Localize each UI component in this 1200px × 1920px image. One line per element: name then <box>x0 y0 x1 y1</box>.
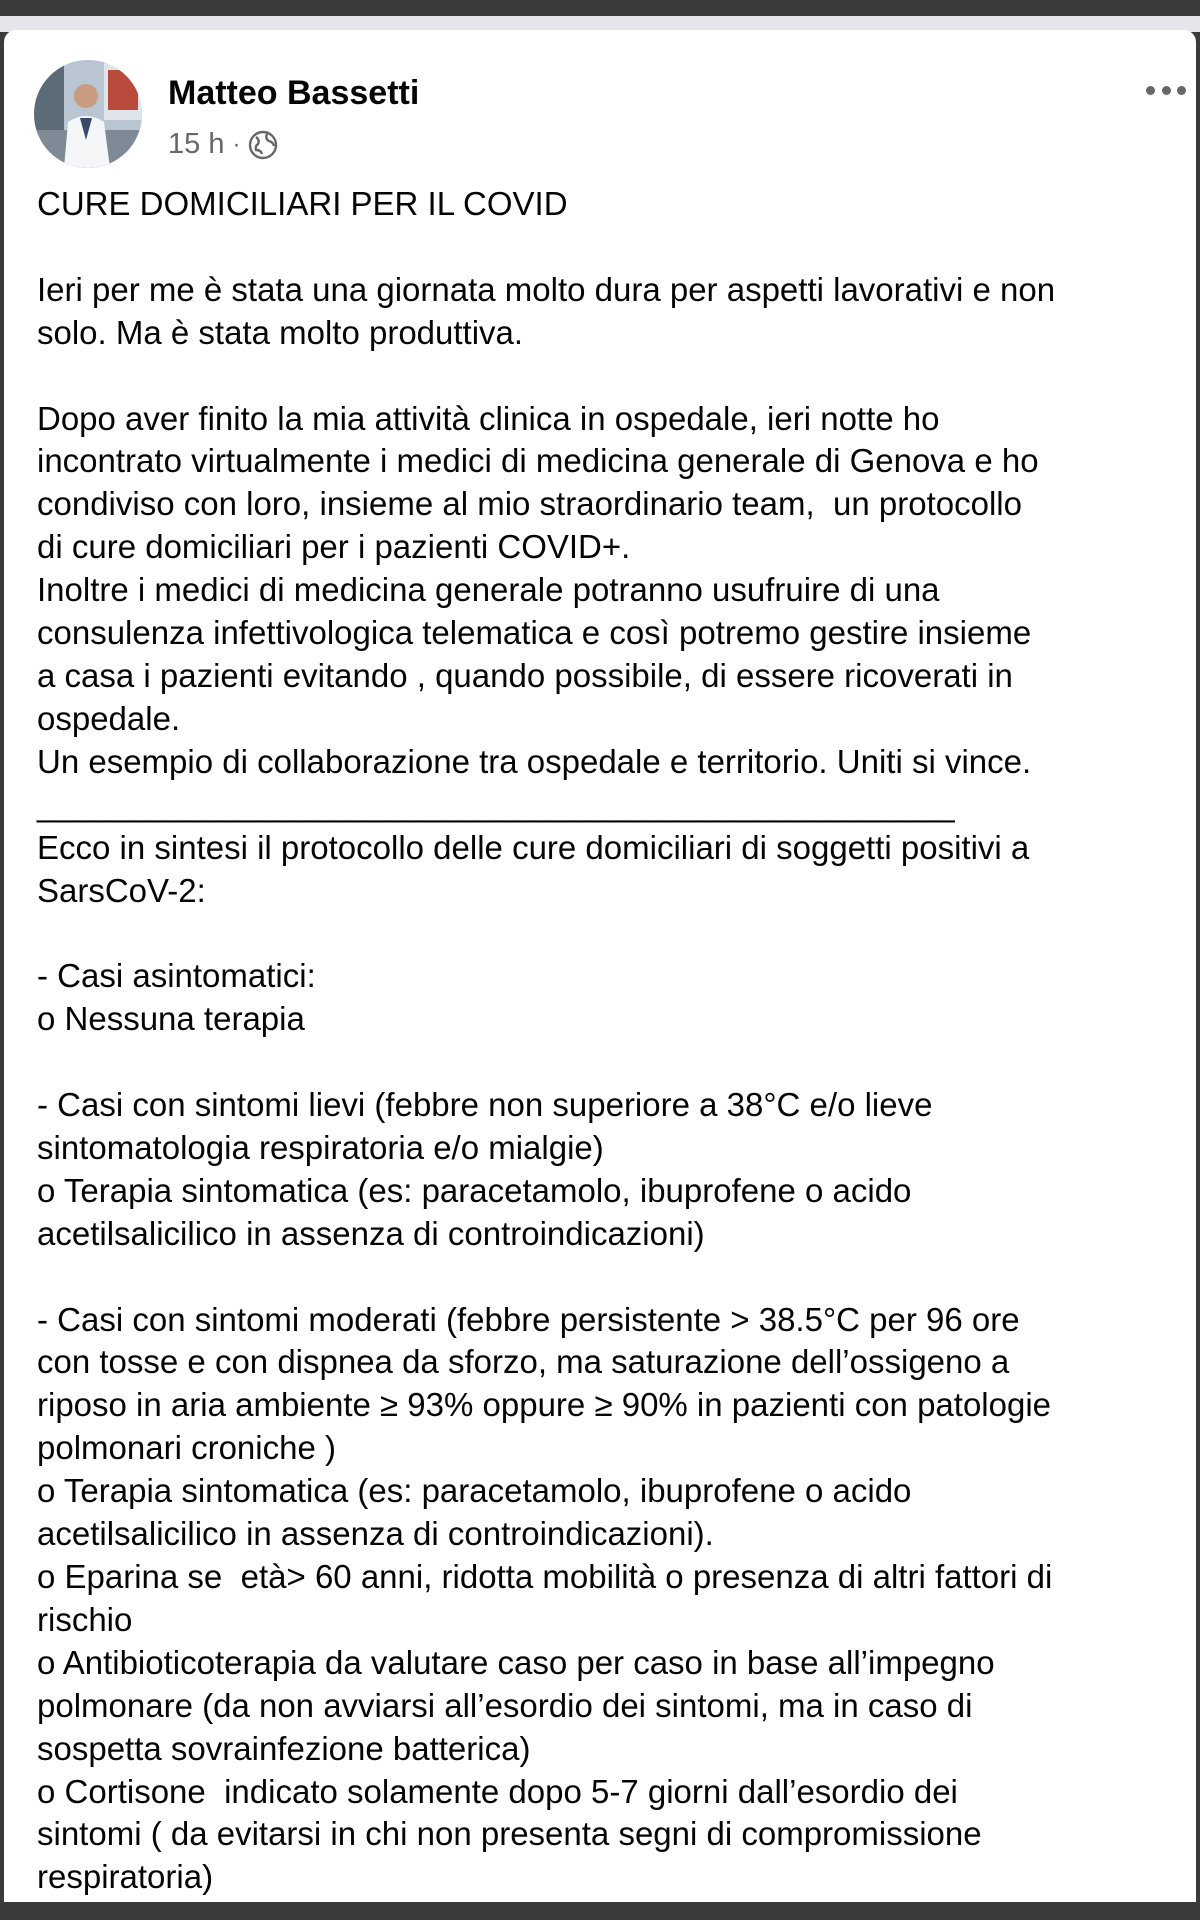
post-text-line: - Casi con sintomi moderati (febbre persistente > 38.5°C per 96 ore <box>37 1300 1020 1338</box>
post-text-line: CURE DOMICILIARI PER IL COVID <box>37 185 568 222</box>
status-bar <box>0 0 1200 16</box>
post-text-line: con tosse e con dispnea da sforzo, ma saturazione dell’ossigeno a <box>37 1343 1010 1381</box>
post-text-line: sintomatologia respiratoria e/o mialgie) <box>37 1128 604 1166</box>
post-text-line: di cure domiciliari per i pazienti COVID+. <box>37 528 631 566</box>
post-text-line: Ecco in sintesi il protocollo delle cure domiciliari di soggetti positivi a <box>37 828 1030 866</box>
post-text-line: polmonare (da non avviarsi all’esordio dei sintomi, ma in caso di <box>37 1686 973 1724</box>
avatar-photo-icon <box>34 60 142 168</box>
post-text-line: - Casi asintomatici: <box>37 957 316 995</box>
post-body <box>37 183 1187 1899</box>
post-text-line: o Terapia sintomatica (es: paracetamolo, ibuprofene o acido <box>37 1171 912 1209</box>
more-options-icon[interactable] <box>1146 82 1186 98</box>
post-text-line: o Eparina se età> 60 anni, ridotta mobilità o presenza di altri fattori di <box>37 1558 1053 1595</box>
post-text-line: o Antibioticoterapia da valutare caso per caso in base all’impegno <box>37 1643 995 1681</box>
post-text-line <box>37 1256 1187 1299</box>
post-text-line: sintomi ( da evitarsi in chi non presenta segni di compromissione <box>37 1815 982 1853</box>
post-text-line: Dopo aver finito la mia attività clinica in ospedale, ieri notte ho <box>37 399 940 437</box>
post-text-line: polmonari croniche ) <box>37 1429 336 1467</box>
post-text-line: consulenza infettivologica telematica e così potremo gestire insieme <box>37 614 1032 652</box>
post-text-line: sospetta sovrainfezione batterica) <box>37 1729 531 1767</box>
post-text-line: o Nessuna terapia <box>37 1000 305 1038</box>
post-text-line: solo. Ma è stata molto produttiva. <box>37 313 524 351</box>
post-text-line: o Terapia sintomatica (es: paracetamolo, ibuprofene o acido <box>37 1472 912 1510</box>
post-text-line <box>37 1041 1187 1084</box>
meta-separator: · <box>232 130 241 158</box>
post-time[interactable]: 15 h <box>168 128 225 160</box>
post-text-line: __________________________________________________ <box>37 785 955 823</box>
post-text-line: Ieri per me è stata una giornata molto dura per aspetti lavorativi e non <box>37 270 1056 308</box>
post-text-line: riposo in aria ambiente ≥ 93% oppure ≥ 90% in pazienti con patologie <box>37 1386 1052 1424</box>
post-text-line <box>37 912 1187 955</box>
post-text-line: acetilsalicilico in assenza di controindicazioni). <box>37 1515 714 1553</box>
post-text-line: SarsCoV-2: <box>37 871 206 909</box>
post-text-line: Inoltre i medici di medicina generale potranno usufruire di una <box>37 571 940 609</box>
post-text-line <box>37 355 1187 398</box>
post-text-line: o Cortisone indicato solamente dopo 5-7 giorni dall’esordio dei <box>37 1772 958 1810</box>
author-name[interactable]: Matteo Bassetti <box>168 74 420 112</box>
post-text-line: - Casi con sintomi lievi (febbre non superiore a 38°C e/o lieve <box>37 1086 933 1124</box>
post-text-line: ospedale. <box>37 699 181 737</box>
post-text-line: rischio <box>37 1600 133 1638</box>
post-text-line: Un esempio di collaborazione tra ospedale e territorio. Uniti si vince. <box>37 742 1032 780</box>
post-meta <box>168 128 278 161</box>
post-text-line: respiratoria) <box>37 1858 214 1896</box>
post-text-line: condiviso con loro, insieme al mio straordinario team, un protocollo <box>37 485 1022 523</box>
post-text-line: a casa i pazienti evitando , quando possibile, di essere ricoverati in <box>37 656 1013 694</box>
bottom-bar <box>0 1902 1200 1920</box>
post-text-line <box>37 226 1187 269</box>
author-avatar[interactable] <box>34 60 142 168</box>
globe-icon[interactable] <box>248 130 278 160</box>
post-text-line: acetilsalicilico in assenza di controindicazioni) <box>37 1214 705 1252</box>
post-text-line: incontrato virtualmente i medici di medicina generale di Genova e ho <box>37 442 1039 480</box>
